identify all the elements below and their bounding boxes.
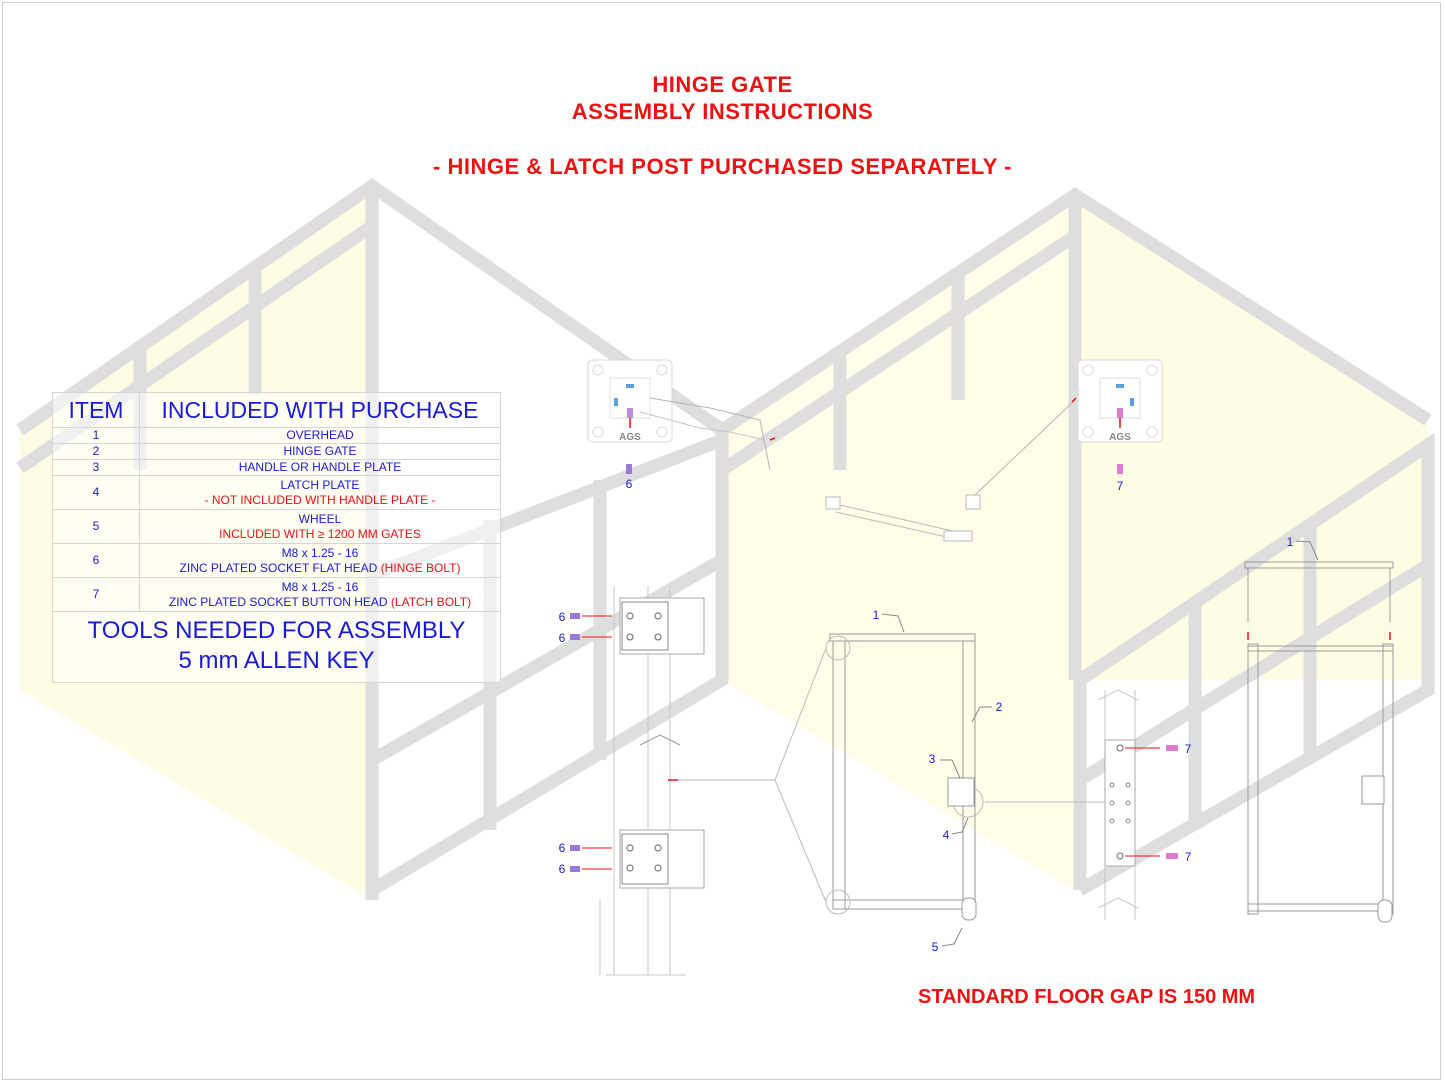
callout-overhead-right: 1 xyxy=(1286,535,1294,549)
item-description xyxy=(140,578,501,612)
item-number: 5 xyxy=(53,510,140,544)
callout-latch-mid: 4 xyxy=(942,828,950,842)
item-description xyxy=(140,544,501,578)
item-spec: ZINC PLATED SOCKET BUTTON HEAD xyxy=(168,594,391,609)
item-line-1: M8 x 1.25 - 16 xyxy=(281,545,359,560)
item-bolt-type: (LATCH BOLT) xyxy=(390,594,472,609)
item-line-2 xyxy=(140,595,500,610)
tools-heading: TOOLS NEEDED FOR ASSEMBLY xyxy=(87,617,466,644)
callout-handle-mid: 3 xyxy=(928,752,936,766)
item-description xyxy=(140,476,501,510)
item-number: 1 xyxy=(53,428,140,444)
center-yellow-panel xyxy=(722,195,1075,890)
item-description: OVERHEAD xyxy=(140,428,501,444)
callout-latch-bolt-top: 7 xyxy=(1116,479,1124,493)
hinge-plate-logo: AGS xyxy=(619,432,641,443)
title-line-1: HINGE GATE xyxy=(652,72,793,97)
item-line-1: WHEEL xyxy=(298,511,342,526)
callout-overhead-mid: 1 xyxy=(872,608,880,622)
callout-latch-bolt-1: 7 xyxy=(1184,742,1192,756)
item-line-1: M8 x 1.25 - 16 xyxy=(281,579,359,594)
header-included: INCLUDED WITH PURCHASE xyxy=(140,393,501,428)
tools-item: 5 mm ALLEN KEY xyxy=(178,647,375,674)
callout-wheel-mid: 5 xyxy=(931,940,939,954)
floor-gap-note: STANDARD FLOOR GAP IS 150 MM xyxy=(918,986,1256,1008)
table-row xyxy=(53,428,501,444)
table-row xyxy=(53,444,501,460)
table-row xyxy=(53,578,501,612)
hinge-bolt-icon xyxy=(626,464,632,474)
callout-latch-bolt-2: 7 xyxy=(1184,850,1192,864)
callout-hinge-bolt-3: 6 xyxy=(558,841,566,855)
item-line-2: - NOT INCLUDED WITH HANDLE PLATE - xyxy=(204,492,436,507)
table-row xyxy=(53,476,501,510)
item-number: 6 xyxy=(53,544,140,578)
item-bolt-type: (HINGE BOLT) xyxy=(380,560,461,575)
item-number: 4 xyxy=(53,476,140,510)
title-subtitle: - HINGE & LATCH POST PURCHASED SEPARATELY - xyxy=(433,154,1012,179)
item-number: 7 xyxy=(53,578,140,612)
header-item: ITEM xyxy=(53,393,140,428)
item-description: HANDLE OR HANDLE PLATE xyxy=(140,460,501,476)
item-line-2 xyxy=(140,561,500,576)
item-line-1: LATCH PLATE xyxy=(280,477,360,492)
callout-hinge-bolt-4: 6 xyxy=(558,862,566,876)
parts-table-header xyxy=(53,393,501,428)
callout-hinge-bolt-2: 6 xyxy=(558,631,566,645)
callout-hinge-bolt-1: 6 xyxy=(558,610,566,624)
item-spec: ZINC PLATED SOCKET FLAT HEAD xyxy=(179,560,381,575)
item-line-2: INCLUDED WITH ≥ 1200 MM GATES xyxy=(219,526,421,541)
tools-row xyxy=(53,612,501,683)
item-description xyxy=(140,510,501,544)
latch-plate-logo: AGS xyxy=(1109,432,1131,443)
parts-table xyxy=(52,392,501,683)
item-description: HINGE GATE xyxy=(140,444,501,460)
table-row xyxy=(53,510,501,544)
table-row xyxy=(53,544,501,578)
table-row xyxy=(53,460,501,476)
latch-bolt-icon xyxy=(1117,464,1123,474)
item-number: 2 xyxy=(53,444,140,460)
tools-needed xyxy=(53,612,501,683)
callout-gate-mid: 2 xyxy=(995,700,1003,714)
item-number: 3 xyxy=(53,460,140,476)
title-line-2: ASSEMBLY INSTRUCTIONS xyxy=(571,99,874,124)
callout-hinge-bolt-top: 6 xyxy=(625,477,633,491)
